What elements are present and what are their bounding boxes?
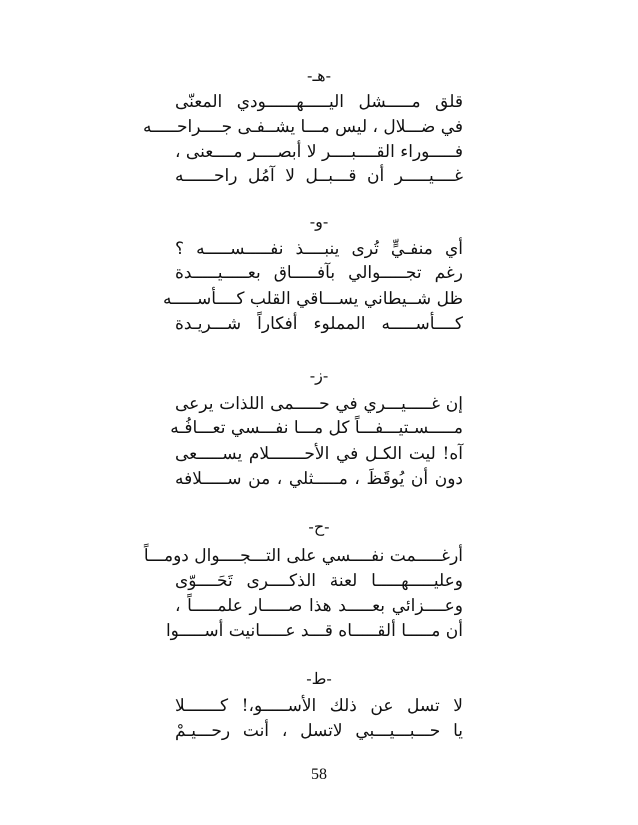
verse-line: يا حـــبـــيـــبي لاتسل ، أنت رحـــيـمْ bbox=[175, 721, 463, 741]
section-label: -ط- bbox=[306, 669, 332, 688]
verse-line: وعليـــــهـــــا لعنة الذكــــرى تَحَــــوّى bbox=[175, 571, 463, 591]
verse-line: غــــيـــــر أن قـــبــل لا آمُل راحــــــه bbox=[175, 166, 463, 186]
verse-line: كــــأســـــه المملوء أفكاراً شـــريـدة bbox=[175, 314, 463, 334]
verse-line: أن مـــــا ألقـــــاه قـــد عـــــانيت أســـــوا bbox=[165, 621, 463, 641]
verse-line: فـــــوراء القــــبــــر لا أبصــــر مــــعنى ، bbox=[175, 142, 463, 162]
section-label: -هـ- bbox=[307, 66, 331, 85]
verse-line: دون أن يُوقَظَ ، مـــــثلي ، من ســـــلافه bbox=[175, 469, 463, 489]
section-label: -و- bbox=[309, 212, 329, 231]
section-label: -ح- bbox=[308, 517, 330, 536]
verse-line: في ضـــلال ، ليس مـــا يشــفـى جــــراحـــــه bbox=[143, 117, 463, 137]
verse-line: رغم تجـــــوالي بآفـــــاق بعـــــيـــــدة bbox=[175, 263, 463, 283]
verse-line: وعــــزائي بعـــــد هذا صـــــار علمـــــاً ، bbox=[175, 596, 463, 616]
verse-line: إن غـــــيـــري في حـــــمى اللذات يرعى bbox=[175, 394, 463, 414]
verse-line: ظل شــيطاني يســـاقي القلب كــــأســـــه bbox=[163, 289, 463, 309]
verse-line: قلق مـــــشل اليـــــهــــــودي المعنّى bbox=[175, 92, 463, 112]
verse-line: أي منفـيٍّ تُرى ينبــــذ نفـــــســـــه ؟ bbox=[175, 239, 463, 259]
verse-line: مـــــسـتيـــفـــاً كل مـــا نفـــسي تعـــافُـه bbox=[170, 418, 463, 438]
page-number: 58 bbox=[311, 766, 327, 783]
verse-line: لا تسل عن ذلك الأســـــو،! كـــــــلا bbox=[175, 696, 463, 716]
verse-line: آه! ليت الكـل في الأحـــــــلام يســـــعى bbox=[175, 444, 463, 464]
verse-line: أرغـــــمت نفــــسي على التـــجــــوال دومـــاً bbox=[143, 546, 463, 566]
section-label: -ز- bbox=[309, 366, 329, 385]
